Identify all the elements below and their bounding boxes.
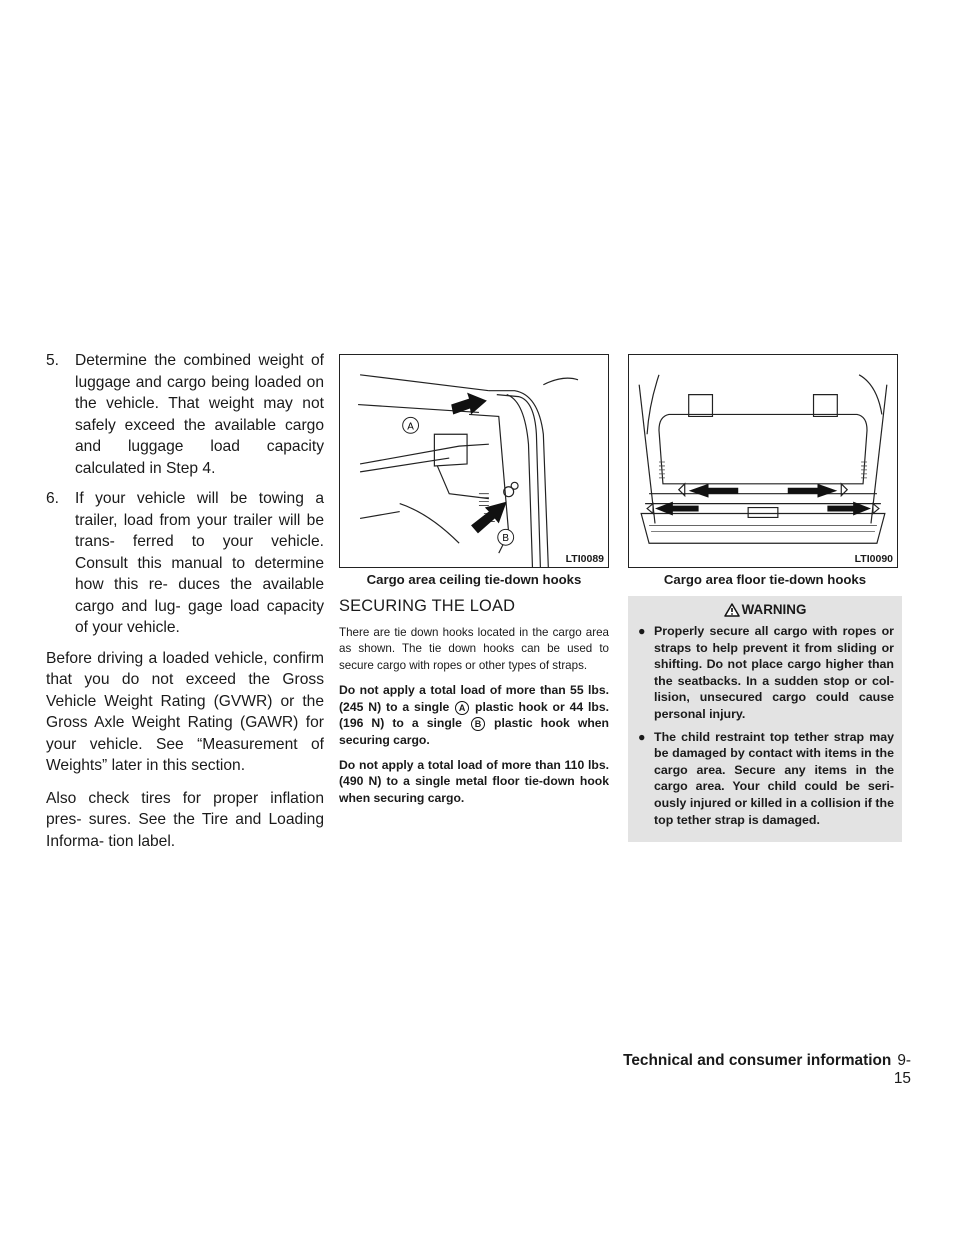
left-column xyxy=(46,350,324,863)
step-5 xyxy=(46,350,324,479)
figure-caption: Cargo area ceiling tie-down hooks xyxy=(366,572,582,587)
floor-hooks-figure xyxy=(628,354,898,568)
warning-box xyxy=(628,596,902,842)
gvwr-paragraph: Before driving a loaded vehicle, confirm that you do not exceed the Gross Vehicle Weight Rating (GVWR) or the Gross Axle Weight Rating (GAWR) for your vehicle. See “Measurement of Weights” later in this section. xyxy=(46,649,324,774)
warning-triangle-icon xyxy=(724,603,740,617)
ceiling-hooks-figure xyxy=(339,354,609,568)
figure-label-a: A xyxy=(407,421,414,433)
page-number: 9-15 xyxy=(893,1052,911,1087)
step-number: 6. xyxy=(46,490,60,507)
step-6 xyxy=(46,488,324,639)
footer-section-title: Technical and consumer information xyxy=(623,1052,892,1069)
bullet-icon: ● xyxy=(638,624,646,638)
page-footer xyxy=(611,1052,911,1088)
plastic-hook-load-paragraph: Do not apply a total load of more than 55 lbs. (245 N) to a single A plastic hook or 44 lbs. (196 N) to a single B plastic hook when securing cargo. xyxy=(339,683,610,747)
bullet-icon: ● xyxy=(638,729,646,744)
floor-hooks-illustration xyxy=(629,355,897,567)
warning-title: WARNING xyxy=(636,602,894,617)
step-text: Determine the combined weight of luggage and cargo being loaded on the vehicle. That weight may not safely exceed the available cargo and luggage load capacity calculated in Step 4. xyxy=(75,352,324,477)
warning-item: ● The child restraint top tether strap may be damaged by contact with items in the cargo area. Secure any items in the cargo area. Your child could be seri- ously injured or killed in a collision if the top tether strap is damaged. xyxy=(638,729,894,827)
step-number: 5. xyxy=(46,352,60,369)
callout-a-icon: A xyxy=(455,701,469,715)
middle-column xyxy=(339,354,609,814)
figure-code: LTI0090 xyxy=(854,553,893,565)
figure-caption: Cargo area floor tie-down hooks xyxy=(663,572,867,587)
intro-paragraph: There are tie down hooks located in the cargo area as shown. The tie down hooks can be used to secure cargo with ropes or other types of straps. xyxy=(339,626,609,672)
tire-paragraph: Also check tires for proper inflation pres- sures. See the Tire and Loading Informa- tion label. xyxy=(46,789,324,850)
right-column xyxy=(628,354,902,842)
warning-item: ● Properly secure all cargo with ropes or straps to help prevent it from sliding or shifting. Do not place cargo higher than the seatbacks. In a sudden stop or col- lision, unsecured cargo could cause personal injury. xyxy=(638,624,894,721)
metal-hook-load-paragraph: Do not apply a total load of more than 110 lbs. (490 N) to a single metal floor tie-down hook when securing cargo. xyxy=(339,757,609,805)
figure-label-b: B xyxy=(502,533,510,545)
section-heading: SECURING THE LOAD xyxy=(339,597,516,615)
step-text: If your vehicle will be towing a trailer, load from your trailer will be trans- ferred to your vehicle. Consult this manual to determine how this re- duces the available cargo and lug- gage load capacity of your vehicle. xyxy=(75,490,324,636)
ceiling-hooks-illustration xyxy=(340,355,608,567)
callout-b-icon: B xyxy=(471,717,485,731)
figure-code: LTI0089 xyxy=(565,553,604,565)
